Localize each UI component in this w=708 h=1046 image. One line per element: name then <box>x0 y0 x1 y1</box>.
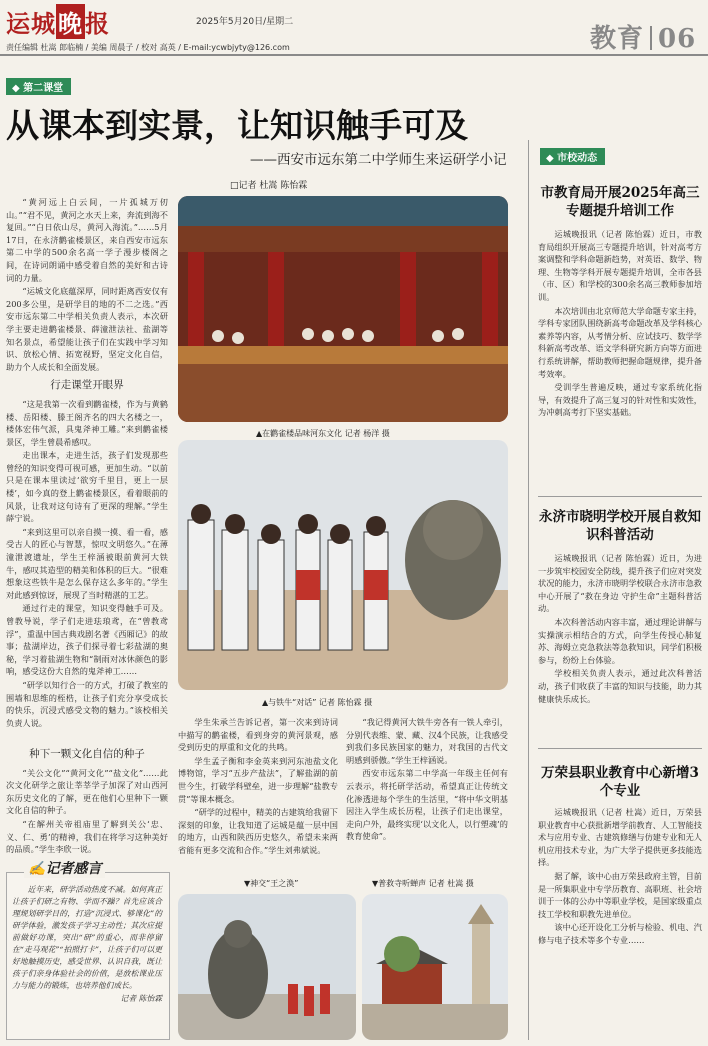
paragraph: 走出课本，走进生活，孩子们发现那些曾经的知识变得可视可感，更加生动。“以前只是在课本里读过‘欲穷千里目，更上一层楼’，如今真的登上鹳雀楼景区，看着眼前的风景，让我对这句诗有了更深的理解。”学生薛宁说。 <box>6 450 168 524</box>
sidebar-headline-3: 万荣县职业教育中心新增3个专业 <box>541 765 699 799</box>
paragraph: 运城晚报讯（记者 陈怡霖）近日，为进一步筑牢校园安全防线，提升孩子们应对突发状况的能力，永济市晓明学校联合永济市急救中心开展了“救在身边 守护生命”主题科普活动。 <box>538 553 702 614</box>
sidebar-article-1 <box>538 228 702 420</box>
paragraph: 学校相关负责人表示，通过此次科普活动，孩子们收获了丰富的知识与技能，助力其健康快乐成长。 <box>538 668 702 704</box>
newspaper-logo: 运城晚报 <box>6 4 110 39</box>
photo1-caption: ▲在鹳雀楼品味河东文化 记者 杨洋 摄 <box>256 429 390 438</box>
paragraph: “关公文化”“黄河文化”“盐文化”……此次文化研学之旅让莘莘学子加深了对山西河东历史文化的了解，更在他们心里种下一颗文化自信的种子。 <box>6 767 168 816</box>
article-column-3 <box>346 716 508 844</box>
sidebar-divider <box>538 496 702 497</box>
article-byline: □记者 杜嵩 陈怡霖 <box>230 181 308 191</box>
section-subtitle: 种下一颗文化自信的种子 <box>29 748 145 760</box>
photo-iron-ox <box>178 440 508 690</box>
photo4-caption: ▼普救寺听蝉声 记者 杜嵩 摄 <box>372 879 474 888</box>
issue-date: 2025年5月20日/星期二 <box>196 17 294 27</box>
paragraph: 据了解，该中心由万荣县政府主管，目前是一所集职业中专学历教育、高职班、社会培训于一体的公办中等职业学校，是国家级重点技工学校和职教先进单位。 <box>538 870 702 919</box>
masthead-rule <box>0 54 708 56</box>
paragraph: 学生孟子衡和李金英来到河东池盐文化博物馆，学习“五步产盐法”，了解盐湖的前世今生，打破学科壁垒，进一步理解“盐教专贯”等课本概念。 <box>178 755 338 804</box>
article-column-1b <box>6 742 168 857</box>
reporter-note-text <box>12 884 162 1005</box>
paragraph: 受训学生普遍反映，通过专家系统化指导，有效提升了高三复习的针对性和实效性，为冲刺高考打下坚实基础。 <box>538 382 702 418</box>
note-author: 记者 陈怡霖 <box>120 994 162 1003</box>
paragraph: 西安市远东第二中学高一年级主任何有云表示，将托研学活动，希望真正让传统文化渗透进每个学生的生活里，“将中华文明基因注入学生成长历程，让孩子们走出课堂，走向户外，最终实现‘以文化人，以行塑魂’的教育使命”。 <box>346 768 508 842</box>
paragraph: 本次培训由北京师范大学命题专家主持，学科专家团队围绕新高考命题改革及学科核心素养等内容，从考情分析、应试技巧、数学学科新高考改革、语文学科研究新方向等方面进行系统讲解，帮助教师把握命题规律，提升备考效率。 <box>538 305 702 379</box>
article-subhead: ——西安市远东第二中学师生来运研学小记 <box>250 152 507 168</box>
paragraph: 该中心还开设化工分析与检验、机电、汽修与电子技术等多个专业…… <box>538 922 702 945</box>
section-subtitle: 行走课堂开眼界 <box>50 379 124 392</box>
paragraph: 本次科普活动内容丰富，通过理论讲解与实操演示相结合的方式，向学生传授心肺复苏、海姆立克急救法等急救知识，同学们积极参与，纷纷上台体验。 <box>538 616 702 665</box>
sidebar-divider <box>538 748 702 749</box>
article-column-2 <box>178 716 338 858</box>
photo-temple-students <box>178 196 508 422</box>
reporter-note-title: ✍记者感言 <box>24 858 105 878</box>
photo3-caption: ▼神交“王之涣” <box>244 879 299 888</box>
sidebar-headline-2: 永济市晓明学校开展自救知识科普活动 <box>539 509 701 543</box>
sidebar-kicker: ◆ 市校动态 <box>540 148 605 165</box>
sidebar-article-3 <box>538 806 702 1042</box>
editor-credits: 责任编辑 杜嵩 郎临楠 / 美编 周晨子 / 校对 高英 / E-mail:ycwbjyty@126.com <box>6 43 290 52</box>
pen-icon: ✍ <box>28 861 46 877</box>
paragraph: 学生朱承兰告诉记者，第一次来到诗词中描写的鹳雀楼，看到身旁的黄河景观，感受到历史的厚重和文化的共鸣。 <box>178 717 338 753</box>
paragraph: “在解州关帝祖庙里了解到关公‘忠、义、仁、勇’的精神，我们在将学习这种美好的品质。”学生李欣一说。 <box>6 818 168 855</box>
paragraph: 近年来，研学活动热度不减。如何真正让孩子们研之有物、学而不躁？首先应该合理规划研学目的，打造“沉浸式、够课化”的研学体验，激发孩子学习主动性；其次应提前做好功课，突出“研”的重心，而非停留在“走马观花”“拍照打卡”，让孩子们可以更好地触摸历史，感受世界、认识自我，既让孩子们亲身体验社会的价值，是放松课业压力与能力的锻炼，也培养他们成长。 <box>12 885 162 990</box>
paragraph: “运城文化底蕴深厚，同时距离西安仅有200多公里，是研学目的地的不二之选。”西安市远东第二中学相关负责人表示，本次研学主要走进鹳雀楼景、薛潼泄法社、盐湖等知名景点，希望能让孩子们在实践中学习知识、放松心情、拓宽视野，坚定文化自信，助力个人成长和全面发展。 <box>6 286 168 372</box>
paragraph: “这是我第一次看到鹳雀楼，作为与黄鹤楼、岳阳楼、滕王阁齐名的四大名楼之一，楼体宏伟气派，具鬼斧神工雕。”来到鹳雀楼景区，学生曾晨希感叹。 <box>6 398 168 447</box>
paragraph: “研学的过程中，精美的古建筑给我留下深刻的印象，让我知道了运城是蕴一层中国的地方，山西和陕西历史悠久，希望未来两省能有更多交流和合作。”学生刘弗斌说。 <box>178 807 338 855</box>
paragraph: 运城晚报讯（记者 陈怡霖）近日，市教育局组织开展高三专题提升培训，针对高考方案调整和学科命题新趋势，对英语、数学、物理、生物等学科开展专题提升培训，全市各县（市、区）和学校的300余名高三教师参加培训。 <box>538 229 702 302</box>
article-column-1 <box>6 196 168 730</box>
paragraph: “研学以知行合一的方式，打破了教室的围墙和思维的桎梏，让孩子们充分享受成长的快乐，沉浸式感受文物的魅力。”该校相关负责人说。 <box>6 679 168 728</box>
article-kicker: ◆ 第二课堂 <box>6 78 71 95</box>
article-headline: 从课本到实景，让知识触手可及 <box>6 106 468 145</box>
photo2-caption: ▲与铁牛“对话” 记者 陈怡霖 摄 <box>262 698 373 707</box>
sidebar-headline-1: 市教育局开展2025年高三专题提升培训工作 <box>540 185 700 219</box>
photo-pujiu-temple <box>362 894 508 1040</box>
paragraph: “我记得黄河大铁牛旁各有一铁人牵引，分别代表维、蒙、藏、汉4个民族，让我感受到我们多民族国家的魅力，对我国的古代文明感到骄傲。”学生王梓涵说。 <box>346 717 508 765</box>
paragraph: 运城晚报讯（记者 杜嵩）近日，万荣县职业教育中心获批新增学前教育、人工智能技术与应用专业、古建筑修缮与仿建专业和无人机应用技术专业，为广大学子提供更多技能选择。 <box>538 807 702 868</box>
column-divider <box>528 140 529 1040</box>
paragraph: “来到这里可以亲自摸一摸、看一看，感受古人的匠心与智慧，惊叹文明悠久。”在薄潼泄渡遗址，学生王梓涵被眼前黄河大铁牛，感叹其造型的精美和体积的巨大。“很难想象这些铁牛是怎么保存这么多年的。”学生对此感到惊讶，展现了当时精湛的工艺。 <box>6 526 168 600</box>
paragraph: 通过行走的课堂，知识变得触手可及。曾教导说，学子们走进珐琅鸢，在“曾教鸢浮”，重温中国古典戏剧名著《西厢记》的故事；盐湖岸边，孩子们探寻着七彩盐湖的奥秘，学习着盐湖生物和“制雨对冰休颜色的影响，感受这份大自然的鬼斧神工…… <box>6 603 168 677</box>
paragraph: “黄河远上白云间，一片孤城万仞山。”“君不见，黄河之水天上来，奔流到海不复回。”“白日依山尽，黄河入海流。”……5月17日，在永济鹳雀楼景区，来自西安市远东第二中学的500余名高一学子漫步楼阁之间，在诗词朗诵中感受着自然的美好和古诗词的力量。 <box>6 197 168 283</box>
sidebar-article-2 <box>538 552 702 706</box>
photo-wang-zhihuan-statue <box>178 894 356 1040</box>
section-label: 教育 06 <box>590 24 697 54</box>
